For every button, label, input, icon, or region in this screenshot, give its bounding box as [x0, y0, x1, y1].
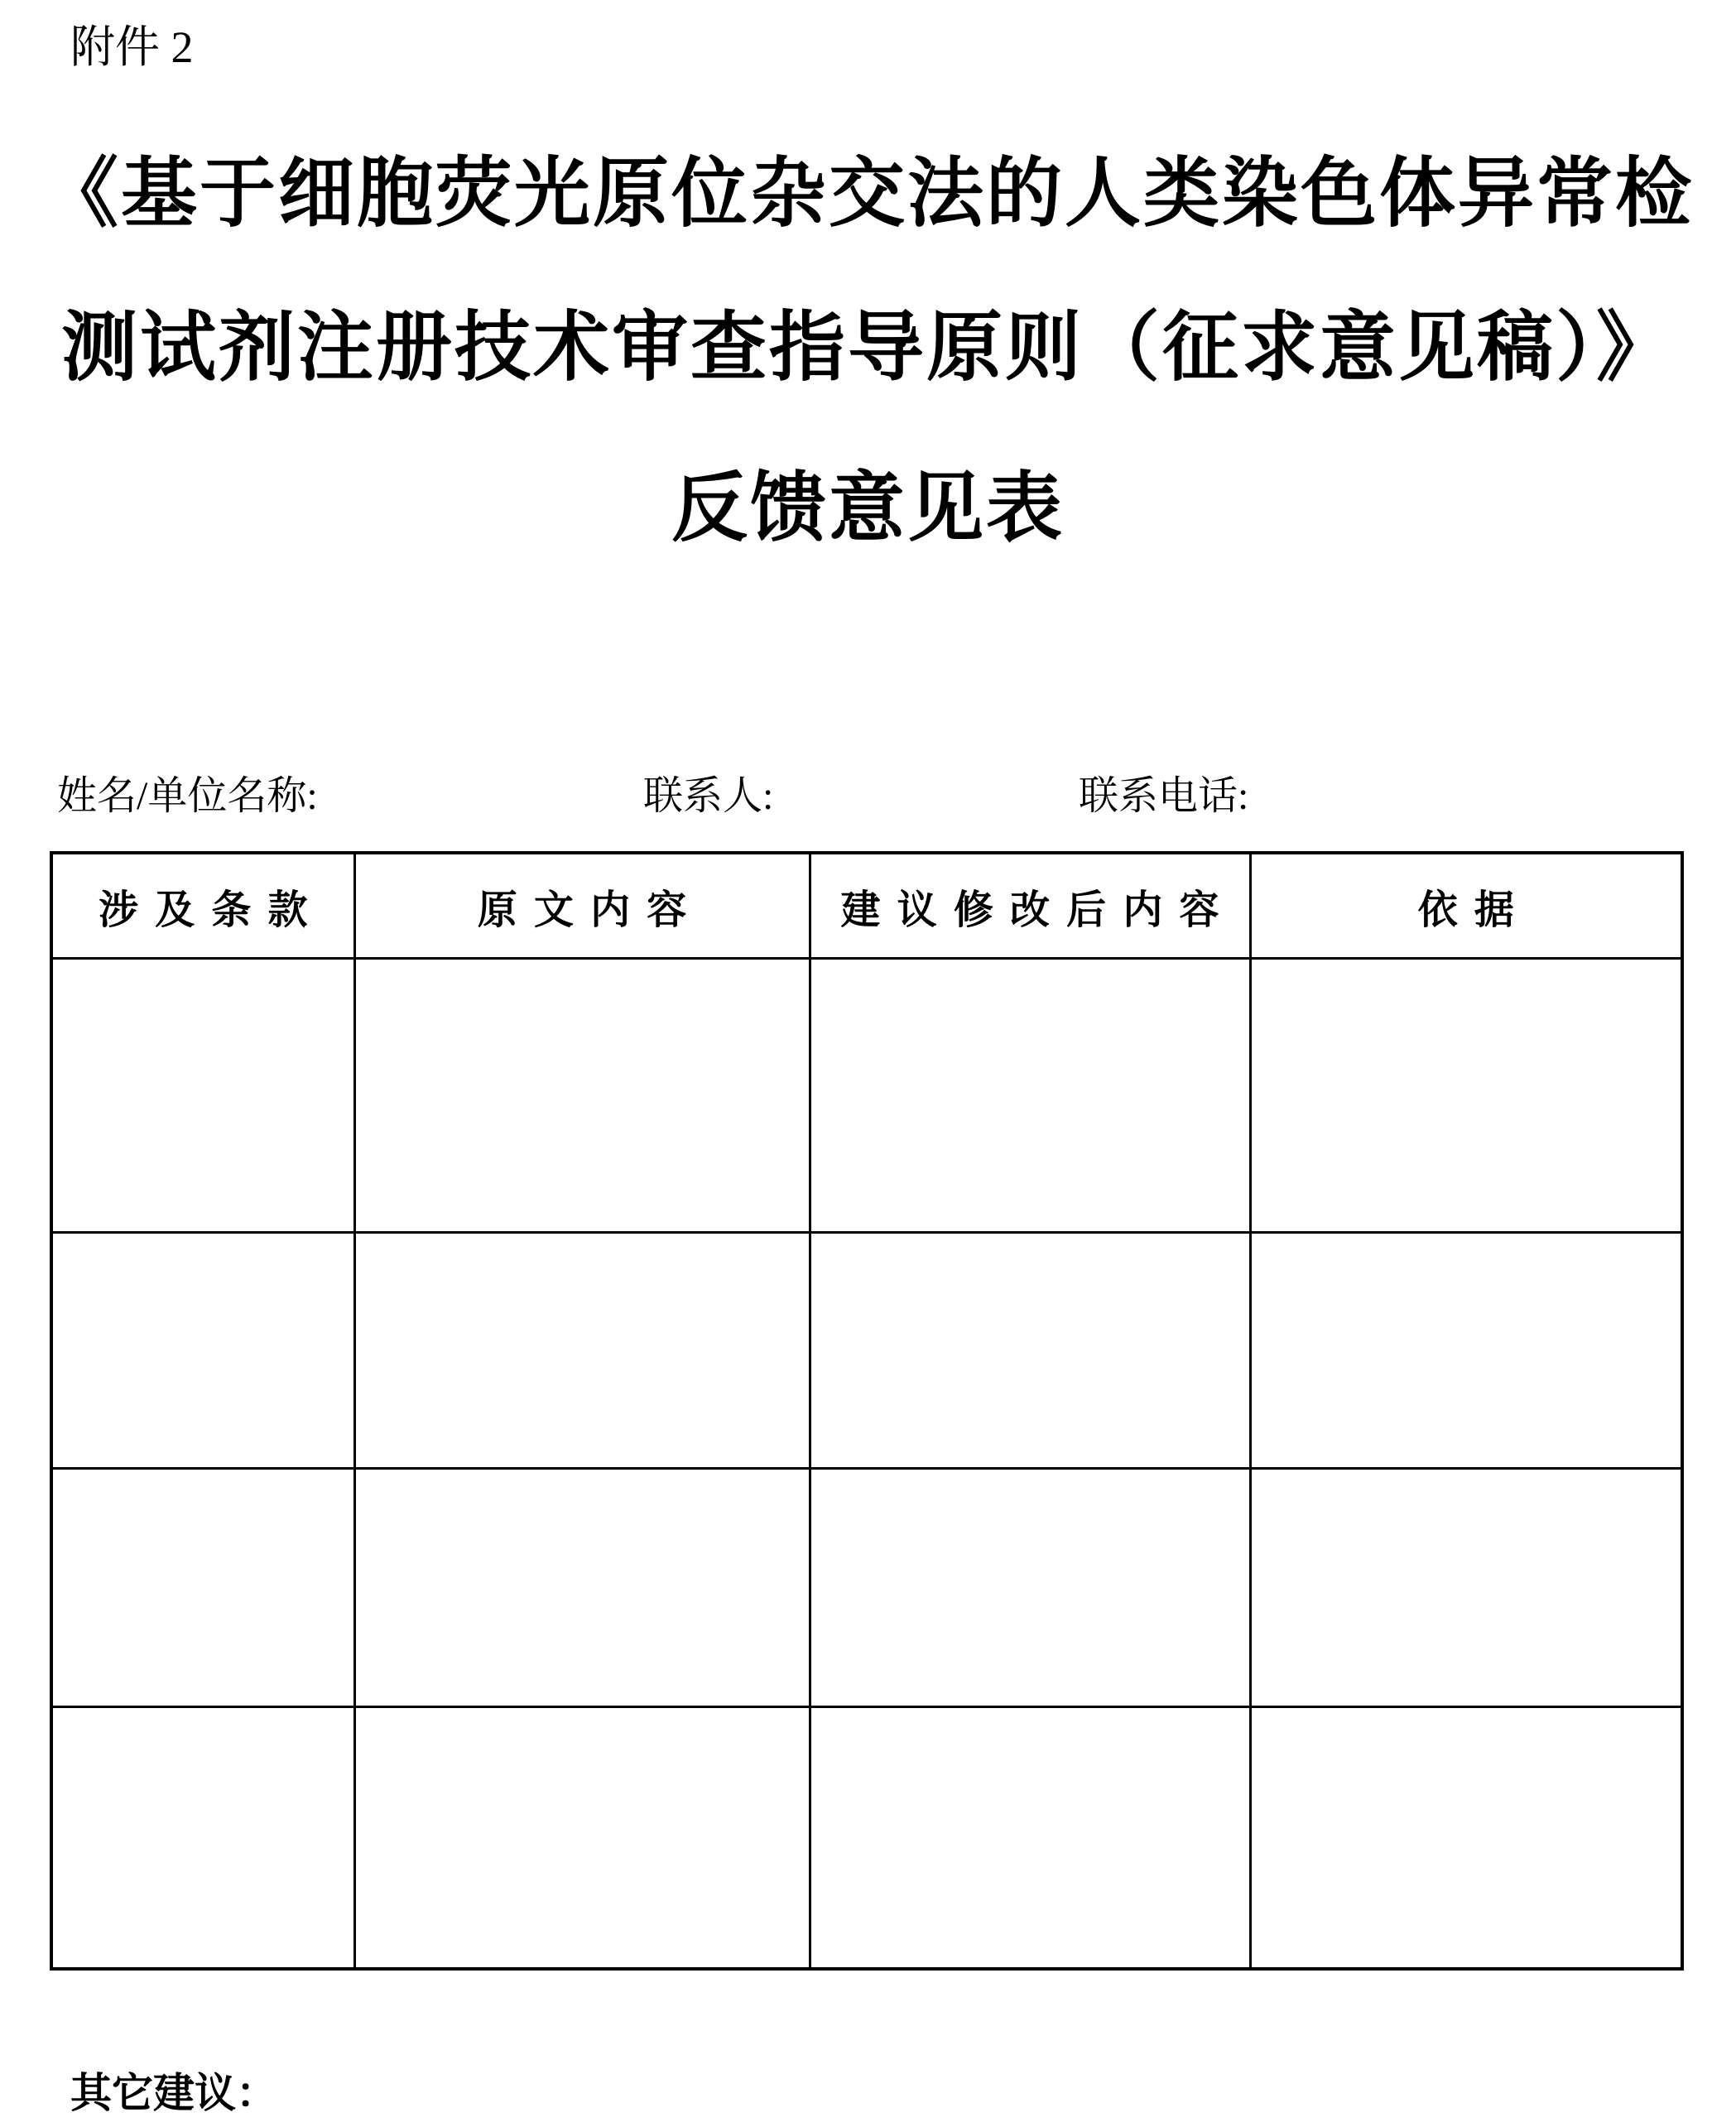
table-row: [51, 959, 1682, 1233]
table-cell[interactable]: [810, 1469, 1250, 1707]
contact-phone-label: 联系电话:: [1079, 774, 1249, 818]
table-cell[interactable]: [1250, 1233, 1682, 1469]
column-header-basis: 依据: [1250, 853, 1682, 959]
contact-person-label: 联系人:: [643, 774, 774, 818]
table-row: [51, 1707, 1682, 1970]
document-title-line-3: 反馈意见表: [671, 466, 1065, 551]
table-cell[interactable]: [51, 959, 354, 1233]
table-cell[interactable]: [354, 1469, 810, 1707]
table-cell[interactable]: [1250, 959, 1682, 1233]
table-cell[interactable]: [354, 959, 810, 1233]
table-cell[interactable]: [51, 1233, 354, 1469]
table-cell[interactable]: [51, 1469, 354, 1707]
column-header-suggested-revision: 建议修改后内容: [810, 853, 1250, 959]
contact-fields-row: [0, 763, 1736, 821]
contact-person-value[interactable]: [811, 763, 1068, 816]
name-org-label: 姓名/单位名称:: [57, 774, 318, 818]
document-title-line-1: 《基于细胞荧光原位杂交法的人类染色体异常检: [41, 152, 1694, 236]
table-cell[interactable]: [810, 1233, 1250, 1469]
contact-phone-value[interactable]: [1267, 763, 1681, 816]
column-header-clause: 涉及条款: [51, 853, 354, 959]
table-cell[interactable]: [1250, 1707, 1682, 1970]
table-row: [51, 1469, 1682, 1707]
table-cell[interactable]: [51, 1707, 354, 1970]
feedback-table: [50, 851, 1684, 1971]
name-org-value[interactable]: [393, 763, 633, 816]
table-cell[interactable]: [1250, 1469, 1682, 1707]
other-suggestions-label: 其它建议：: [70, 2070, 277, 2116]
table-cell[interactable]: [810, 1707, 1250, 1970]
table-cell[interactable]: [354, 1707, 810, 1970]
column-header-original-text: 原文内容: [354, 853, 810, 959]
table-row: [51, 1233, 1682, 1469]
table-header-row: [51, 853, 1682, 959]
table-cell[interactable]: [810, 959, 1250, 1233]
document-title-line-2: 测试剂注册技术审查指导原则（征求意见稿）》: [60, 306, 1675, 390]
attachment-label: 附件 2: [70, 22, 194, 72]
table-cell[interactable]: [354, 1233, 810, 1469]
